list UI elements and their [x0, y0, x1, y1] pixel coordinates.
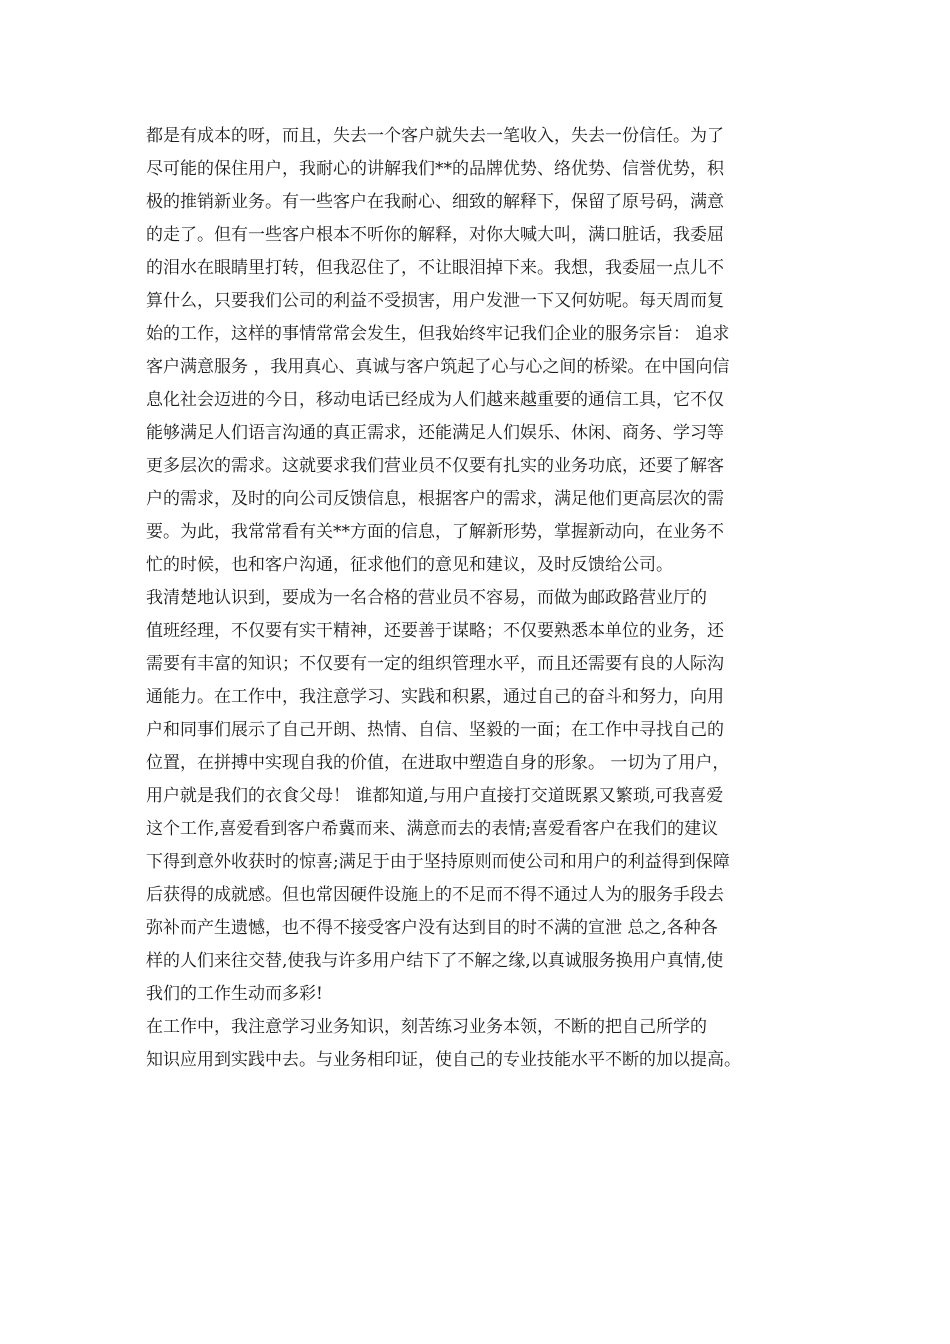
- text-line: 算什么，只要我们公司的利益不受损害，用户发泄一下又何妨呢。每天周而复: [146, 291, 724, 311]
- text-line: 下得到意外收获时的惊喜;满足于由于坚持原则而使公司和用户的利益得到保障: [146, 852, 730, 872]
- text-line: 的泪水在眼睛里打转，但我忍住了，不让眼泪掉下来。我想，我委屈一点儿不: [146, 258, 724, 278]
- text-line: 户和同事们展示了自己开朗、热情、自信、坚毅的一面；在工作中寻找自己的: [146, 720, 724, 740]
- text-line: 位置，在拼搏中实现自我的价值，在进取中塑造自身的形象。 一切为了用户，: [146, 753, 730, 773]
- text-line: 始的工作，这样的事情常常会发生，但我始终牢记我们企业的服务宗旨： 追求: [146, 324, 730, 344]
- text-line: 更多层次的需求。这就要求我们营业员不仅要有扎实的业务功底，还要了解客: [146, 456, 724, 476]
- text-line: 户的需求，及时的向公司反馈信息，根据客户的需求，满足他们更高层次的需: [146, 489, 724, 509]
- text-line: 用户就是我们的衣食父母！ 谁都知道,与用户直接打交道既累又繁琐,可我喜爱: [146, 786, 724, 806]
- text-line: 在工作中，我注意学习业务知识，刻苦练习业务本领，不断的把自己所学的: [146, 1017, 707, 1037]
- text-line: 弥补而产生遗憾，也不得不接受客户没有达到目的时不满的宣泄 总之,各种各: [146, 918, 718, 938]
- text-line: 都是有成本的呀，而且，失去一个客户就失去一笔收入，失去一份信任。为了: [146, 126, 724, 146]
- text-line: 值班经理，不仅要有实干精神，还要善于谋略；不仅要熟悉本单位的业务，还: [146, 621, 724, 641]
- text-line: 我们的工作生动而多彩!: [146, 984, 323, 1004]
- text-line: 客户满意服务 ，我用真心、真诚与客户筑起了心与心之间的桥梁。在中国向信: [146, 357, 730, 377]
- text-line: 要。为此，我常常看有关**方面的信息，了解新形势，掌握新动向，在业务不: [146, 522, 724, 542]
- text-line: 忙的时候，也和客户沟通，征求他们的意见和建议，及时反馈给公司。: [146, 555, 673, 575]
- text-line: 的走了。但有一些客户根本不听你的解释，对你大喊大叫，满口脏话，我委屈: [146, 225, 724, 245]
- text-line: 通能力。在工作中，我注意学习、实践和积累，通过自己的奋斗和努力，向用: [146, 687, 724, 707]
- text-line: 需要有丰富的知识；不仅要有一定的组织管理水平，而且还需要有良的人际沟: [146, 654, 724, 674]
- text-line: 我清楚地认识到，要成为一名合格的营业员不容易，而做为邮政路营业厅的: [146, 588, 707, 608]
- text-line: 样的人们来往交替,使我与许多用户结下了不解之缘,以真诚服务换用户真情,使: [146, 951, 724, 971]
- text-line: 能够满足人们语言沟通的真正需求，还能满足人们娱乐、休闲、商务、学习等: [146, 423, 724, 443]
- document-body: [146, 120, 826, 1077]
- text-line: 这个工作,喜爱看到客户希冀而来、满意而去的表情;喜爱看客户在我们的建议: [146, 819, 719, 839]
- text-line: 后获得的成就感。但也常因硬件设施上的不足而不得不通过人为的服务手段去: [146, 885, 724, 905]
- text-line: 知识应用到实践中去。与业务相印证，使自己的专业技能水平不断的加以提高。: [146, 1050, 741, 1070]
- text-line: 极的推销新业务。有一些客户在我耐心、细致的解释下，保留了原号码，满意: [146, 192, 724, 212]
- text-line: 息化社会迈进的今日，移动电话已经成为人们越来越重要的通信工具，它不仅: [146, 390, 724, 410]
- text-line: 尽可能的保住用户，我耐心的讲解我们**的品牌优势、络优势、信誉优势，积: [146, 159, 724, 179]
